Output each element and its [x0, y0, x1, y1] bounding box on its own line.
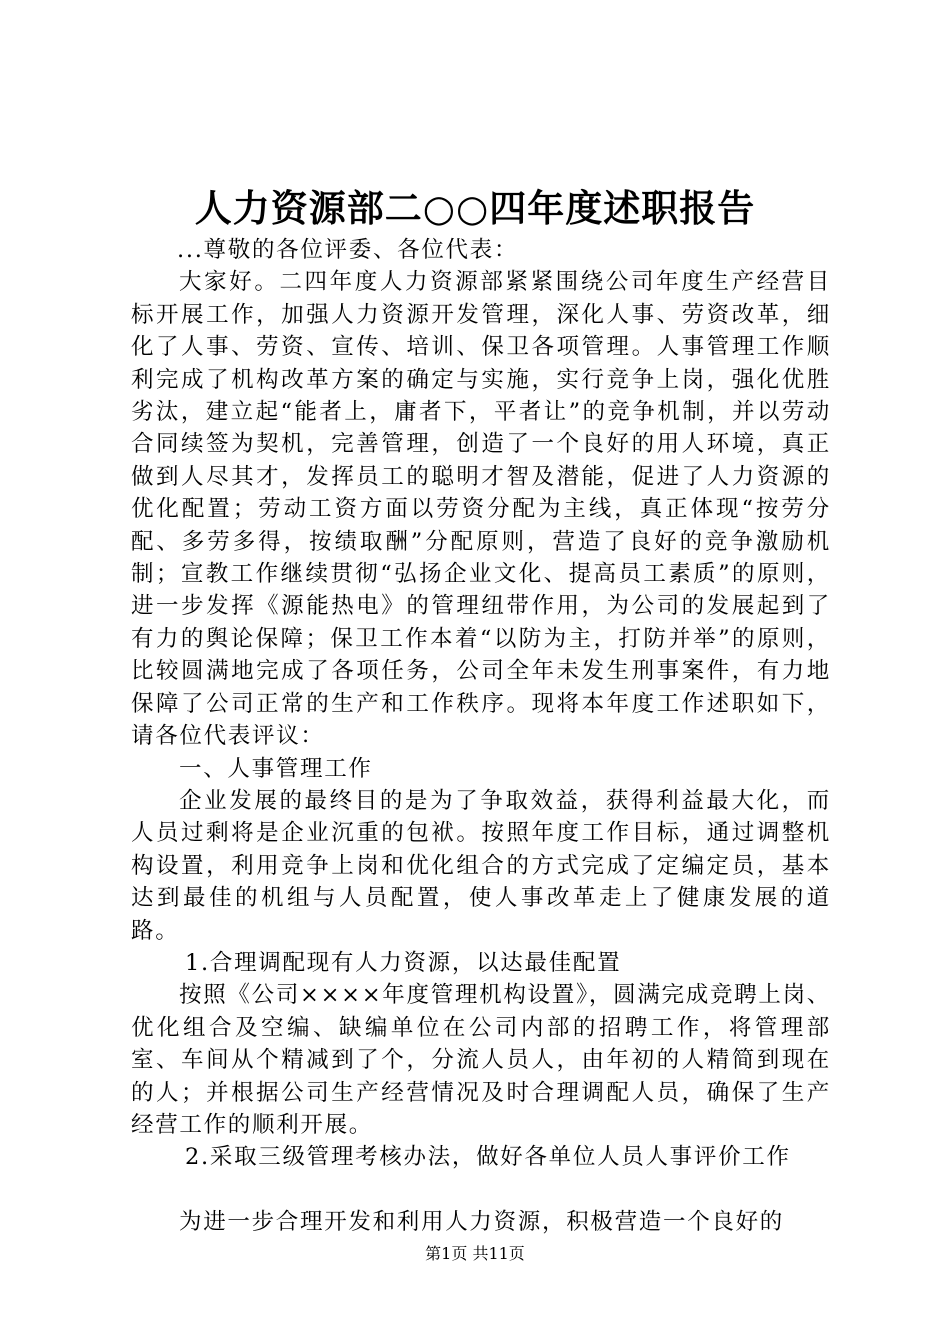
- subsection-heading-allocation: 1.合理调配现有人力资源，以达最佳配置: [185, 949, 622, 976]
- subsection-paragraph-assessment: 为进一步合理开发和利用人力资源，积极营造一个良好的: [179, 1208, 785, 1235]
- salutation-paragraph: ...尊敬的各位评委、各位代表：: [177, 237, 519, 263]
- intro-paragraph: 大家好。二四年度人力资源部紧紧围绕公司年度生产经营目标开展工作，加强人力资源开发管理，深化人事、劳资改革，细化了人事、劳资、宣传、培训、保卫各项管理。人事管理工作顺利完成了机构改革方案的确定与实施，实行竞争上岗，强化优胜劣汰，建立起“能者上，庸者下，平者让”的竞争机制，并以劳动合同续签为契机，完善管理，创造了一个良好的用人环境，真正做到人尽其才，发挥员工的聪明才智及潜能，促进了人力资源的优化配置；劳动工资方面以劳资分配为主线，真正体现“按劳分配、多劳多得，按绩取酬”分配原则，营造了良好的竞争激励机制；宣教工作继续贯彻“弘扬企业文化、提高员工素质”的原则，进一步发挥《源能热电》的管理纽带作用，为公司的发展起到了有力的舆论保障；保卫工作本着“以防为主，打防并举”的原则，比较圆满地完成了各项任务，公司全年未发生刑事案件，有力地保障了公司正常的生产和工作秩序。现将本年度工作述职如下，请各位代表评议：: [131, 269, 831, 750]
- page-footer: 第1页 共11页: [425, 1244, 525, 1263]
- section-paragraph-personnel: 企业发展的最终目的是为了争取效益，获得利益最大化，而人员过剩将是企业沉重的包袱。按照年度工作目标，通过调整机构设置，利用竞争上岗和优化组合的方式完成了定编定员，基本达到最佳的机组与人员配置，使人事改革走上了健康发展的道路。: [131, 787, 831, 944]
- document-title: 人力资源部二○○四年度述职报告: [194, 186, 756, 230]
- section-heading-personnel: 一、人事管理工作: [179, 755, 373, 782]
- subsection-paragraph-allocation: 按照《公司××××年度管理机构设置》，圆满完成竞聘上岗、优化组合及空编、缺编单位在公司内部的招聘工作，将管理部室、车间从个精减到了个，分流人员人，由年初的人精简到现在的人；并根据公司生产经营情况及时合理调配人员，确保了生产经营工作的顺利开展。: [131, 982, 831, 1138]
- document-body: [131, 234, 831, 1238]
- subsection-heading-assessment: 2.采取三级管理考核办法，做好各单位人员人事评价工作: [185, 1144, 791, 1171]
